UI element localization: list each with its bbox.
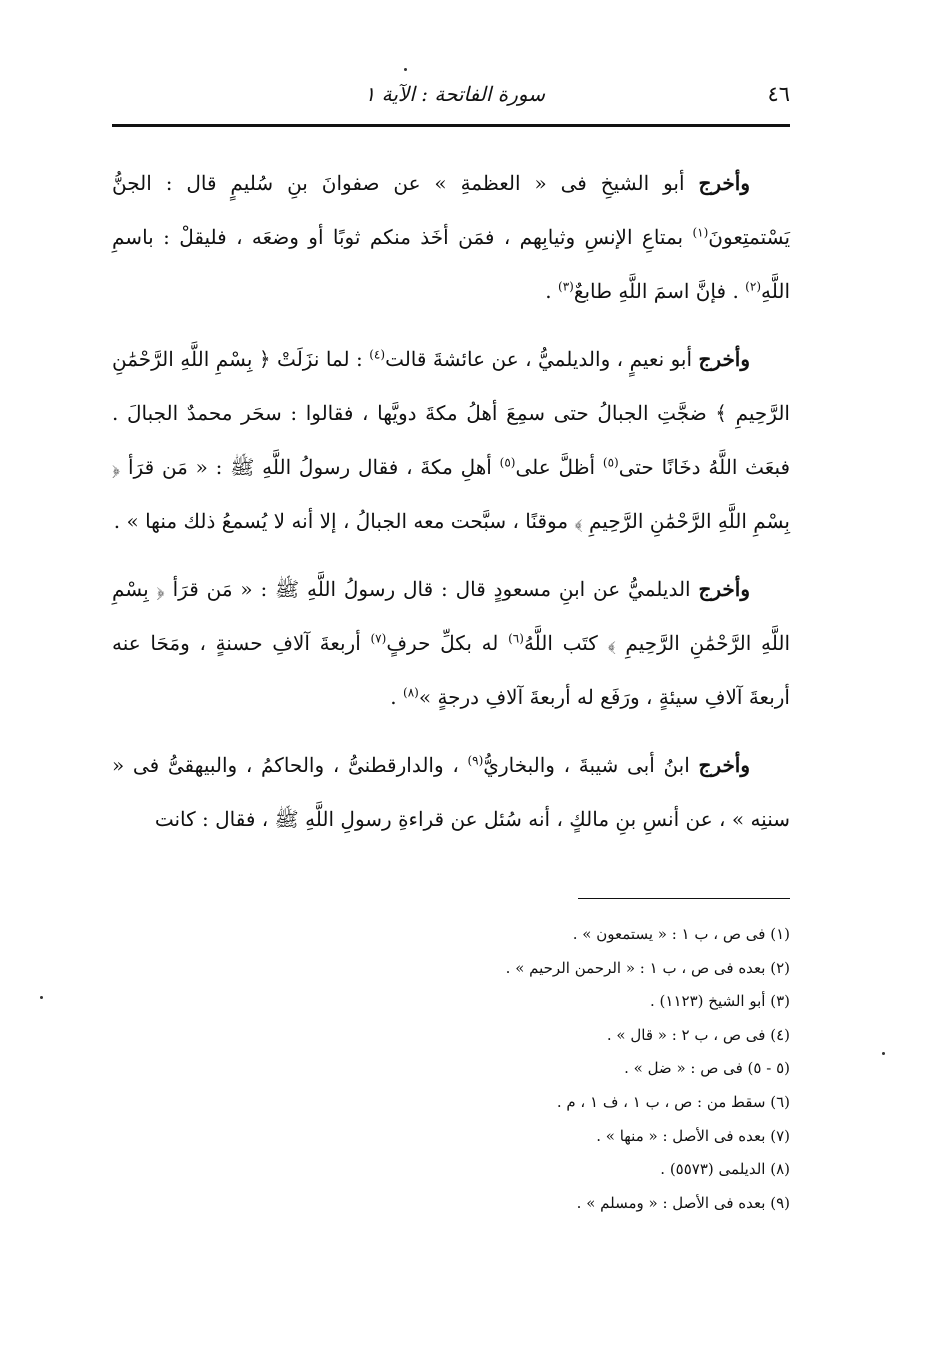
paragraph-text: : لما نزَلَتْ ﴿ بِسْمِ اللَّهِ الرَّحْمَٰنِ الرَّحِيمِ ﴾ ضجَّتِ الجبالُ حتى سمِعَ أهلُ مكةَ دويَّها ، فقالوا : سحَر محمدٌ الجبالَ . فبعَث اللَّهُ دخَانًا حتى [112,347,791,479]
paragraph-lead: وأخرج [698,577,750,601]
paragraph-text: بمتاعِ الإنسِ وثيابِهم ، فمَن أخَذ منكم ثوبًا أو وضعَه ، فليقلْ : باسمِ اللَّهِ [112,225,790,303]
footnote-7: (٧) بعده فى الأصل : « منها » . [596,1126,790,1145]
paragraph-text: الديلميُّ عن ابنِ مسعودٍ قال : قال رسولُ اللَّهِ ﷺ : « مَن قرَأ ﴿ بِسْمِ اللَّهِ الرَّحْمَٰنِ الرَّحِيمِ ﴾ كتَب اللَّهُ [112,577,791,655]
paragraph-text: له بكلِّ حرفٍ [386,631,499,655]
paragraph-lead: وأخرج [698,347,751,371]
footnote-1: (١) فى ص ، ب ١ : « يستمعون » . [572,925,790,943]
footnote-ref: (٩) [467,753,484,768]
footnote-ref: (٢) [745,279,761,294]
paragraph-text: أهلِ مكةَ ، فقال رسولُ اللَّهِ ﷺ : « مَن قرَأ ﴿ بِسْمِ اللَّهِ الرَّحْمَٰنِ الرَّحِيمِ ﴾ موقنًا ، سبَّحت معه الجبالُ ، إلا أنه لا يُسمعُ ذلك منها » . [112,455,790,533]
paragraph-lead: وأخرج [698,171,751,195]
paragraph-text: ابنُ أبى شيبةَ ، والبخاريُّ [483,753,690,777]
running-head [112,78,790,118]
paragraph-4 [112,738,790,846]
scan-speck [882,1052,885,1055]
footnote-2: (٢) بعده فى ص ، ب ١ : « الرحمن الرحيم » . [505,958,790,977]
scan-speck [40,996,43,999]
paragraph-text: . فإنَّ اسمَ اللَّهِ طابعٌ [573,279,739,303]
paragraph-text: أبو نعيمٍ ، والديلميُّ ، عن عائشةَ قالت [385,347,693,371]
page-number: ٤٦ [767,82,790,106]
header-rule [112,124,790,127]
footnote-ref: (٦) [508,631,524,646]
footnote-ref: (١) [692,225,709,240]
paragraph-text: . [545,279,552,303]
footnote-ref: (٣) [558,279,574,294]
paragraph-3 [112,562,790,724]
scan-speck [404,68,407,71]
footnote-ref: (٤) [369,347,386,362]
footnotes [112,918,790,1220]
footnote-6: (٦) سقط من : ص ، ب ١ ، ف ١ ، م . [556,1092,790,1111]
paragraph-1 [112,156,790,318]
running-title: سورة الفاتحة : الآية ١ [364,82,545,106]
footnote-separator [578,898,790,899]
footnote-3: (٣) أبو الشيخ (١١٢٣) . [650,992,790,1011]
paragraph-text: ، والدارقطنىُّ ، والحاكمُ ، والبيهقىُّ فى « سننِه » ، عن أنسِ بنِ مالكٍ ، أنه سُئل عن قراءةِ رسولِ اللَّهِ ﷺ ، فقال : كانت [112,753,790,831]
footnote-4: (٤) فى ص ، ب ٢ : « قال » . [606,1025,790,1044]
footnote-5: (٥ - ٥) فى ص : « ضل » . [624,1059,790,1078]
paragraph-2 [112,332,790,548]
footnote-8: (٨) الديلمى (٥٥٧٣) . [660,1160,790,1179]
main-text [112,156,790,860]
paragraph-lead: وأخرج [698,753,751,777]
paragraph-text: أبو الشيخِ فى « العظمةِ » عن صفوانَ بنِ سُليمٍ قال : الجنُّ يَسْتمتِعونَ [112,171,791,249]
footnote-ref: (٥) [602,455,619,470]
footnote-ref: (٨) [403,685,419,700]
paragraph-text: أظلَّ على [515,455,596,479]
paragraph-text: . [390,685,397,709]
footnote-ref: (٥) [499,455,516,470]
footnote-9: (٩) بعده فى الأصل : « ومسلم » . [576,1193,790,1212]
footnote-ref: (٧) [370,631,387,646]
paragraph-text: أربعةَ آلافِ حسنةٍ ، ومَحَا عنه أربعةَ آلافِ سيئةٍ ، ورَفَع له أربعةَ آلافِ درجةٍ » [112,631,790,709]
